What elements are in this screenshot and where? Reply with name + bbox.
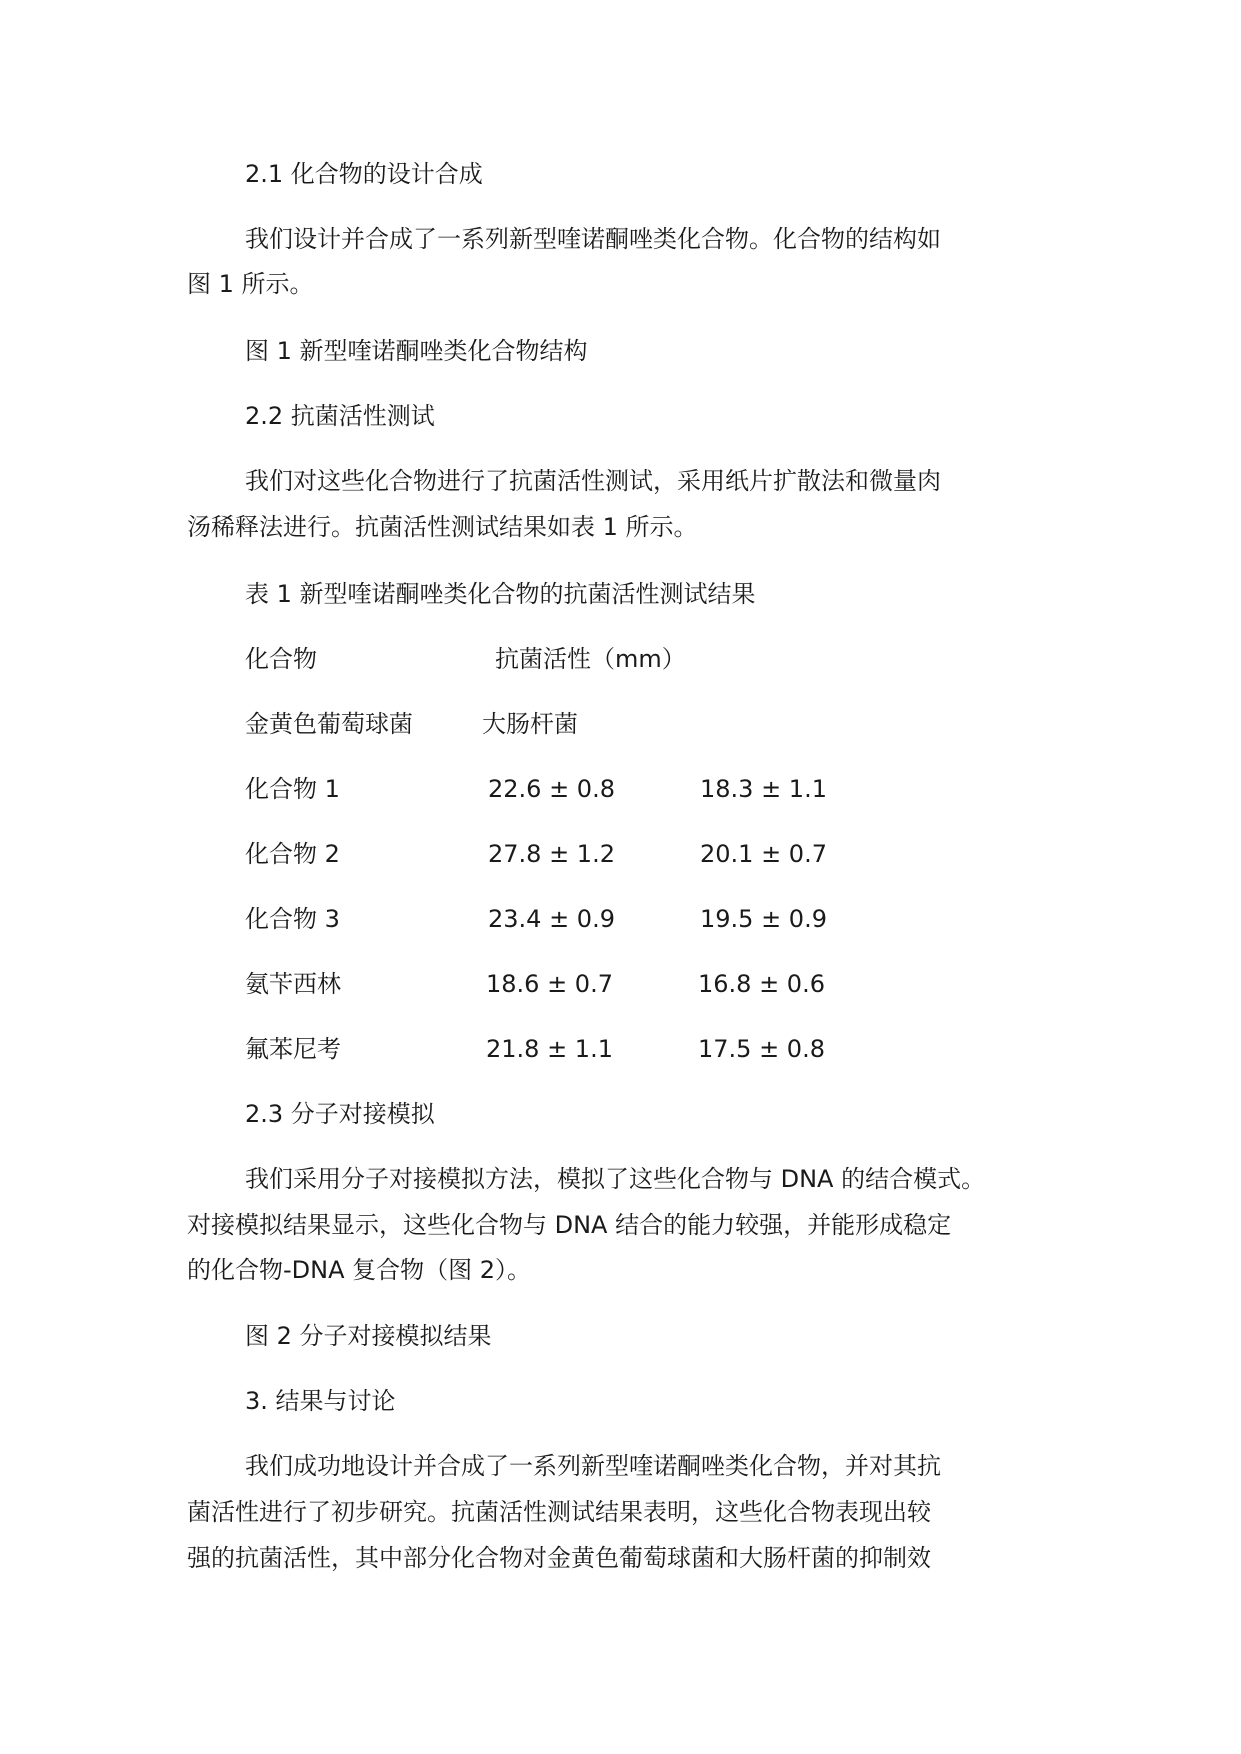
section-2-3-heading: 2.3 分子对接模拟 xyxy=(245,1100,435,1128)
table-row-2-ecoli: 20.1 ± 0.7 xyxy=(700,840,827,868)
figure-1-caption: 图 1 新型喹诺酮唑类化合物结构 xyxy=(245,337,588,365)
table-row-5-ecoli: 17.5 ± 0.8 xyxy=(698,1035,825,1063)
section-2-2-paragraph-line-2: 汤稀释法进行。抗菌活性测试结果如表 1 所示。 xyxy=(187,513,698,541)
section-2-3-paragraph-line-1: 我们采用分子对接模拟方法，模拟了这些化合物与 DNA 的结合模式。 xyxy=(245,1165,986,1193)
figure-2-caption: 图 2 分子对接模拟结果 xyxy=(245,1322,492,1350)
table-header-activity: 抗菌活性（mm） xyxy=(495,645,686,673)
section-3-heading: 3. 结果与讨论 xyxy=(245,1387,396,1415)
table-row-1-ecoli: 18.3 ± 1.1 xyxy=(700,775,827,803)
section-2-3-paragraph-line-2: 对接模拟结果显示，这些化合物与 DNA 结合的能力较强，并能形成稳定 xyxy=(187,1211,952,1239)
section-2-1-heading: 2.1 化合物的设计合成 xyxy=(245,160,483,188)
table-1-caption: 表 1 新型喹诺酮唑类化合物的抗菌活性测试结果 xyxy=(245,580,756,608)
section-3-paragraph-line-2: 菌活性进行了初步研究。抗菌活性测试结果表明，这些化合物表现出较 xyxy=(187,1498,931,1526)
table-row-1-name: 化合物 1 xyxy=(245,775,340,803)
table-row-2-name: 化合物 2 xyxy=(245,840,340,868)
section-2-1-paragraph-line-2: 图 1 所示。 xyxy=(187,270,314,298)
table-row-3-staph: 23.4 ± 0.9 xyxy=(488,905,615,933)
table-header-compound: 化合物 xyxy=(245,645,317,673)
table-row-3-name: 化合物 3 xyxy=(245,905,340,933)
table-row-5-name: 氟苯尼考 xyxy=(245,1035,341,1063)
table-row-3-ecoli: 19.5 ± 0.9 xyxy=(700,905,827,933)
section-2-2-heading: 2.2 抗菌活性测试 xyxy=(245,402,435,430)
table-subheader-staph: 金黄色葡萄球菌 xyxy=(245,710,413,738)
table-row-4-staph: 18.6 ± 0.7 xyxy=(486,970,613,998)
table-row-5-staph: 21.8 ± 1.1 xyxy=(486,1035,613,1063)
section-2-1-paragraph-line-1: 我们设计并合成了一系列新型喹诺酮唑类化合物。化合物的结构如 xyxy=(245,225,941,253)
table-subheader-ecoli: 大肠杆菌 xyxy=(482,710,578,738)
section-2-3-paragraph-line-3: 的化合物-DNA 复合物（图 2）。 xyxy=(187,1256,532,1284)
table-row-2-staph: 27.8 ± 1.2 xyxy=(488,840,615,868)
table-row-1-staph: 22.6 ± 0.8 xyxy=(488,775,615,803)
table-row-4-name: 氨苄西林 xyxy=(245,970,341,998)
section-3-paragraph-line-1: 我们成功地设计并合成了一系列新型喹诺酮唑类化合物，并对其抗 xyxy=(245,1452,941,1480)
section-3-paragraph-line-3: 强的抗菌活性，其中部分化合物对金黄色葡萄球菌和大肠杆菌的抑制效 xyxy=(187,1544,931,1572)
section-2-2-paragraph-line-1: 我们对这些化合物进行了抗菌活性测试，采用纸片扩散法和微量肉 xyxy=(245,467,941,495)
table-row-4-ecoli: 16.8 ± 0.6 xyxy=(698,970,825,998)
